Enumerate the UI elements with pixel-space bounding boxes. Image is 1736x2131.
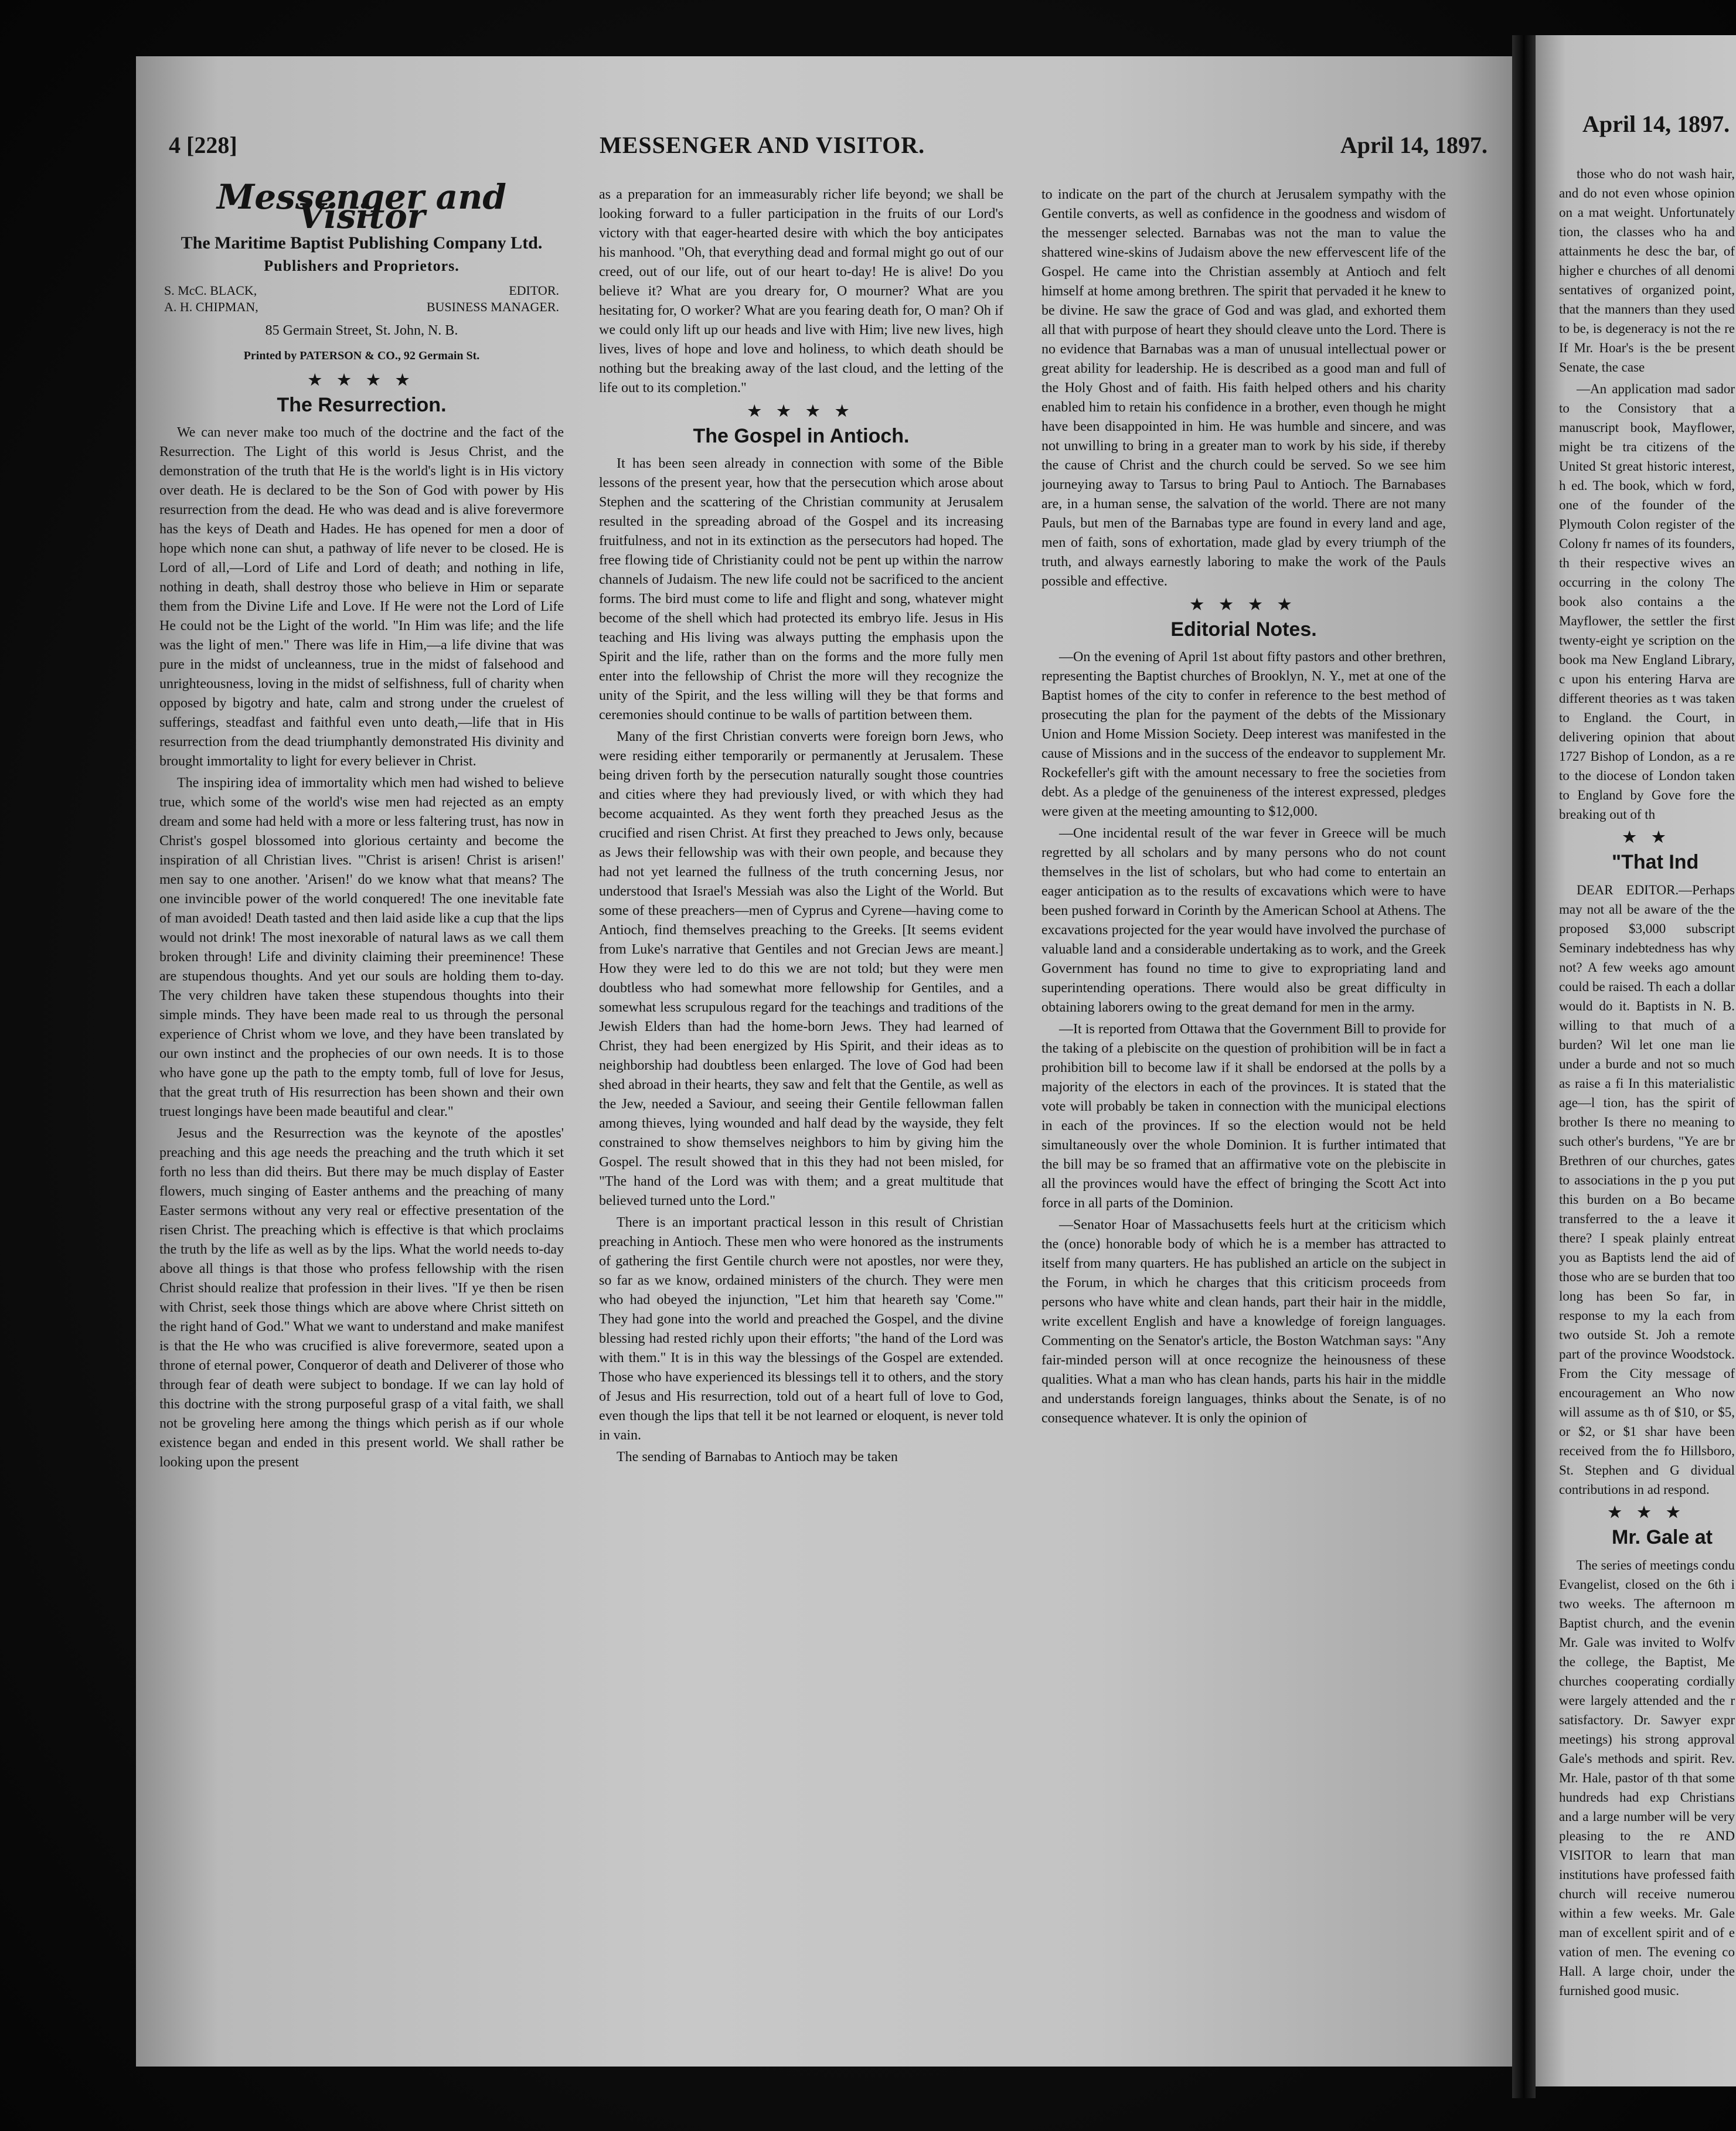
editor-role: EDITOR. [509,283,559,298]
page-header [169,131,1487,166]
article-paragraph: The sending of Barnabas to Antioch may be taken [617,1449,898,1465]
editorial-note: —Senator Hoar of Massachusetts feels hurt at the criticism which the (once) honorable body of which he is a member has attracted to itself from many quarters. He has published an article on the subject in the Forum, in which he charges that this criticism proceeds from persons who have white and clean hands, part their hair in the middle, write excellent English and have a knowledge of foreign languages. Commenting on the Senator's article, the Boston Watchman says: "Any fair-minded person will at once recognize the heinousness of these qualities. What a man who has clean hands, parts his hair in the middle and understands foreign languages, thinks about the Senate, is of no consequence whatever. It is only the opinion of [1041,1217,1446,1426]
column-2 [599,185,1003,1469]
article-continuation: as a preparation for an immeasurably richer life beyond; we shall be looking forward to a fuller participation in the fruits of our Lord's victory with that eager-hearted desire with which the boy anticipates his manhood. "Oh, that everything dead and formal might go out of our creed, out of our life, out of our heart to-day! He is alive! Do you believe it? What are you dreary for, O mourner? What are you hesitating for, O worker? What are you fearing death for, O man? Oh if we could only lift up our heads and live with Him; live new lives, high lives, lives of hope and love and holiness, to which death should be nothing but the breaking away of the last cloud, and the letting of the life out to its completion." [599,187,1003,396]
publishers-line: Publishers and Proprietors. [264,257,459,274]
section-stars: ★ ★ ★ [1608,1504,1686,1521]
article-paragraph: We can never make too much of the doctrine and the fact of the Resurrection. The Light of this world is Jesus Christ, and the demonstration of the truth that He is the world's light is in His victory over death. He is declared to be the Son of God with power by His resurrection from the dead. He who was dead and is alive forevermore has the keys of Death and Hades. He has opened for men a door of hope which none can shut, a pathway of life never to be closed. He is Lord of all,—Lord of Life and Lord of death; and nothing in life, nothing in death, shall destroy those who believe in Him or separate them from the Divine Life and Love. If He were not the Lord of Life He could not be the Light of the world. "In Him was life; and the life was the light of men." There was life in Him,—a life divine that was pure in the midst of uncleanness, true in the midst of falsehood and unrighteousness, loving in the midst of selfishness, full of charity when opposed by bigotry and hate, calm and strong under the cruelest of sufferings, steadfast and faithful even unto death,—life that in His resurrection from the dead triumphantly demonstrated His divinity and brought immortality to light for every believer in Christ. [159,425,564,769]
section-stars: ★ ★ [1622,829,1672,846]
issue-date: April 14, 1897. [1340,132,1487,158]
column-3 [1041,185,1446,1431]
adjacent-title: Mr. Gale at [1612,1526,1713,1548]
article-paragraph: It has been seen already in connection with some of the Bible lessons of the present year, how that the persecution which arose about Stephen and the scattering of the Christian community at Jerusalem resulted in the spreading abroad of the Gospel and its increasing fruitfulness, and not in its extinction as the persecutors had hoped. The free flowing tide of Christianity could not be pent up within the narrow channels of Judaism. The new life could not be sacrificed to the ancient forms. The bird must come to life and flight and song, whatever might become of the shell which had protected its embryo life. Jesus in His teaching and His living was always putting the emphasis upon the Spirit and the life, rather than on the forms and the more fully men enter into the fellowship of Christ the more will they recognize the unity of the Spirit, and the less willing will they be that forms and ceremonies should continue to be walls of partition between them. [599,456,1003,723]
adjacent-title: "That Ind [1612,851,1699,873]
editorial-note: —It is reported from Ottawa that the Government Bill to provide for the taking of a plebiscite on the question of prohibition will be in fact a prohibition bill to become law if it shall be endorsed at the polls by a majority of the electors in each of the provinces. It is stated that the vote will probably be taken in connection with the municipal elections in each of the provinces. If so the election would not be held simultaneously over the whole Dominion. It is further intimated that the bill may be so framed that an affirmative vote on the plebiscite in all the provinces would have the effect of bringing the Scott Act into force in all parts of the Dominion. [1041,1022,1446,1211]
adjacent-page [1536,35,1736,2086]
article-paragraph: There is an important practical lesson in this result of Christian preaching in Antioch. These men who were honored as the instruments of gathering the first Gentile church were not apostles, nor were they, so far as we know, ordained ministers of the church. They were men who had obeyed the injunction, "Let him that heareth say 'Come.'" They had gone into the world and preached the Gospel, and the divine blessing had rested richly upon their efforts; "the hand of the Lord was with them." It is in this way the blessings of the Gospel are extended. Those who have experienced its blessings tell it to others, and the story of Jesus and His resurrection, told out of a heart full of love to God, even though the lips that tell it be not learned or eloquent, is never told in vain. [599,1215,1003,1443]
paper-name: MESSENGER AND VISITOR. [600,132,925,158]
company-name: The Maritime Baptist Publishing Company Ltd. [181,233,543,253]
newspaper-page [136,56,1512,2067]
editorial-note: —One incidental result of the war fever in Greece will be much regretted by all scholars and by many persons who do not count themselves in the list of scholars, but who had come to entertain an eager anticipation as to the results of excavations which were to have been pushed forward in Corinth by the American School at Athens. The excavations projected for the year would have involved the purchase of valuable land and a considerable undertaking as to work, and the Greek Government has found no time to give to expropriating land and superintending operations. There would also be great difficulty in obtaining laborers owing to the great demand for men in the army. [1041,826,1446,1015]
adjacent-fragment: DEAR EDITOR.—Perhaps may not all be aware of the the proposed $3,000 subscript Seminary indebtedness has why not? A few weeks ago amount could be raised. Th each a dollar would do it. Baptists in N. B. willing to that much of a burden? Wil let one man lie under a burde and not so much as raise a fi In this materialistic age—l tion, has the spirit of brother Is there no meaning to such other's burdens, "Ye are br Brethren of our churches, gates to associations in the p you put this burden on a Bo became transferred to the a leave it there? I speak plainly entreat you as Baptists lend the aid of those who are se burden that too long has been So far, in response to my la each from two outside St. Joh a remote part of the province Woodstock. From the City message of encouragement an Who now will assume as th of $10, or $5, or $2, or $1 shar have been received from the fo Hillsboro, St. Stephen and G dividual contributions in ad respond. [1559,883,1735,1497]
editor-name: S. McC. BLACK, [164,283,257,298]
section-stars: ★ ★ ★ ★ [1190,596,1298,613]
article-continuation: to indicate on the part of the church at Jerusalem sympathy with the Gentile converts, as well as confidence in the goodness and wisdom of the messenger selected. Barnabas was not the man to value the shattered wine-skins of Judaism above the new effervescent life of the Gospel. He came into the Christian assembly at Antioch and felt himself at home among brethren. The spirit that pervaded it he knew to be divine. He saw the grace of God and was glad, and exhorted them all that with purpose of heart they should cleave unto the Lord. There is no evidence that Barnabas was a man of unusual intellectual power or great ability for leadership. He is described as a good man and full of the Holy Ghost and of faith. His faith helped others and his charity enabled him to retain his confidence in a brother, even though he might have been disappointed in him. He was humble and sincere, and was not unwilling to bring in a greater man to work by his side, if thereby the cause of Christ and the church could be served. So we see him journeying away to Tarsus to bring Paul to Antioch. The Barnabases are, in a human sense, the salvation of the world. There are not many Pauls, but men of the Barnabas type are found in every land and age, men of faith, sons of exhortation, made glad by every triumph of the truth, and always earnestly laboring to make the work of the Pauls possible and effective. [1041,187,1446,589]
article-title-gospel-antioch: The Gospel in Antioch. [693,425,910,447]
column-1 [159,177,564,1475]
manager-name: A. H. CHIPMAN, [164,299,258,314]
adjacent-fragment: those who do not wash hair, and do not even whose opinion on a mat weight. Unfortunately tion, the classes who ha and attainments he desc the bar, of higher e churches of all denomi sentatives of organized point, that the manners than they used to be, is degeneracy is not the re If Mr. Hoar's is the be present Senate, the case [1559,166,1735,375]
article-title-resurrection: The Resurrection. [277,394,447,416]
adjacent-page-date: April 14, 1897. [1582,111,1730,137]
section-stars: ★ ★ ★ ★ [308,372,416,389]
editorial-note: —On the evening of April 1st about fifty pastors and other brethren, representing the Baptist churches of Brooklyn, N. Y., met at one of the Baptist homes of the city to confer in reference to the best method of prosecuting the plan for the payment of the debts of the Missionary Union and Home Mission Society. Deep interest was manifested in the cause of Missions and in the success of the endeavor to supplement Mr. Rockefeller's gift with the amount necessary to free the societies from debt. As a pledge of the genuineness of the interest expressed, pledges were given at the meeting amounting to $12,000. [1041,649,1446,819]
page-number: 4 [228] [169,132,237,158]
office-address: 85 Germain Street, St. John, N. B. [265,323,458,338]
article-paragraph: Many of the first Christian converts were foreign born Jews, who were residing either temporarily or permanently at Jerusalem. These being driven forth by the persecution naturally sought those countries and cities where they had previously lived, or with which they had become acquainted. As they went forth they preached Jesus as the crucified and risen Christ. At first they preached to Jews only, because as Jews their fellowship was with their own people, and because they had not yet learned the fullness of the truth concerning Jesus, nor understood that Israel's Messiah was also the Light of the World. But some of these preachers—men of Cyprus and Cyrene—having come to Antioch, find themselves preaching to the Greeks. [It seems evident from Luke's narrative that Gentiles and not Grecian Jews are meant.] How they were led to do this we are not told; but they were men doubtless who had somewhat more fellowship for Gentiles, and a somewhat less scrupulous regard for the teachings and traditions of the Jewish Elders than had the home-born Jews. They had learned of Christ, they had been energized by His Spirit, and their ideas as to neighborship had doubtless been enlarged. The love of God had been shed abroad in their hearts, they saw and felt that the Gentile, as well as the Jew, needed a Saviour, and seeing their Gentile fellowman fallen among thieves, lying wounded and half dead by the wayside, they felt constrained to show themselves neighbors to him by giving him the Gospel. The result showed that in this they had not been misled, for "The hand of the Lord was with them; and a great multitude that believed turned unto the Lord." [599,729,1003,1209]
masthead-title: Messenger and Visitor [217,177,506,236]
article-paragraph: The inspiring idea of immortality which men had wished to believe true, which some of the world's wise men had rejected as an empty dream and some had held with a more or less faltering trust, has now in Christ's gospel blossomed into glorious certainty and become the inspiration of all Christian lives. "'Christ is arisen! Christ is arisen!' men say to one another. 'Arisen!' do we know what that means? The one invincible power of the world conquered! The one inevitable fate of man avoided! Death tasted and then laid aside like a cup that the lips would not drink! The most inexorable of natural laws as we call them broken through! Life and divinity claiming their preeminence! These are stupendous thoughts. And yet our souls are holding them to-day. The very children have taken these stupendous thoughts into their simple minds. They have been made real to us through the personal experience of Christ whom we love, and they have been translated by our own instinct and the prophecies of our own needs. It is to those who have gone up the path to the empty tomb, full of love for Jesus, that the great truth of His resurrection has been shown and their own truest longings have been made beautiful and clear." [159,775,564,1119]
article-title-editorial-notes: Editorial Notes. [1170,618,1317,641]
adjacent-fragment: The series of meetings condu Evangelist, closed on the 6th i two weeks. The afternoon m Baptist church, and the evenin Mr. Gale was invited to Wolfv the college, the Baptist, Me churches cooperating cordially were largely attended and the r satisfactory. Dr. Sawyer expr meetings) his strong approval Gale's methods and spirit. Rev. Mr. Hale, pastor of th that some hundreds had exp Christians and a large number will be very pleasing to the re AND VISITOR to learn that man institutions have professed faith church will receive numerou within a few weeks. Mr. Gale man of excellent spirit and of e vation of men. The evening co Hall. A large choir, under the furnished good music. [1559,1558,1735,1998]
manager-role: BUSINESS MANAGER. [426,299,559,314]
section-stars: ★ ★ ★ ★ [747,403,855,420]
staff-row-editor [159,282,564,299]
adjacent-fragment: —An application mad sador to the Consistory that a manuscript book, Mayflower, might be tra citizens of the United St great historic interest, h ed. The book, which w ford, one of the founder of the Plymouth Colon register of the Colony fr names of its founders, th their respective wives an occurring in the colony The book also contains a the Mayflower, the settler the first twenty-eight ye scription on the book ma New England Library, c upon his entering Harva are different theories as t was taken to England. the Court, in delivering opinion that about 1727 Bishop of London, as a re to the diocese of London taken to England by Gove fore the breaking out of th [1559,382,1735,822]
adjacent-page-column [1559,164,1735,2003]
staff-row-manager [159,299,564,315]
article-paragraph: Jesus and the Resurrection was the keynote of the apostles' preaching and this age needs the preaching and the truth which it set forth no less than did theirs. But there may be much display of Easter flowers, much singing of Easter anthems and the preaching of many Easter sermons without any very real or effective presentation of the risen Christ. The preaching which is effective is that which proclaims the truth by the life as well as by the lips. What the world needs to-day above all things is that those who profess fellowship with the risen Christ should realize that profession in their lives. "If ye then be risen with Christ, seek those things which are above where Christ sitteth on the right hand of God." What we want to understand and make manifest is that the He who was crucified is alive forevermore, seated upon a throne of eternal power, Conqueror of death and Deliverer of those who through fear of death were subject to bondage. If we can lay hold of this doctrine with the strong purposeful grasp of a vital faith, we shall not be groveling here among the things which perish as if our whole existence began and ended in this present world. We shall rather be looking upon the present [159,1126,564,1470]
printer-line: Printed by PATERSON & CO., 92 Germain St. [243,349,480,362]
page-gutter [1512,35,1536,2098]
